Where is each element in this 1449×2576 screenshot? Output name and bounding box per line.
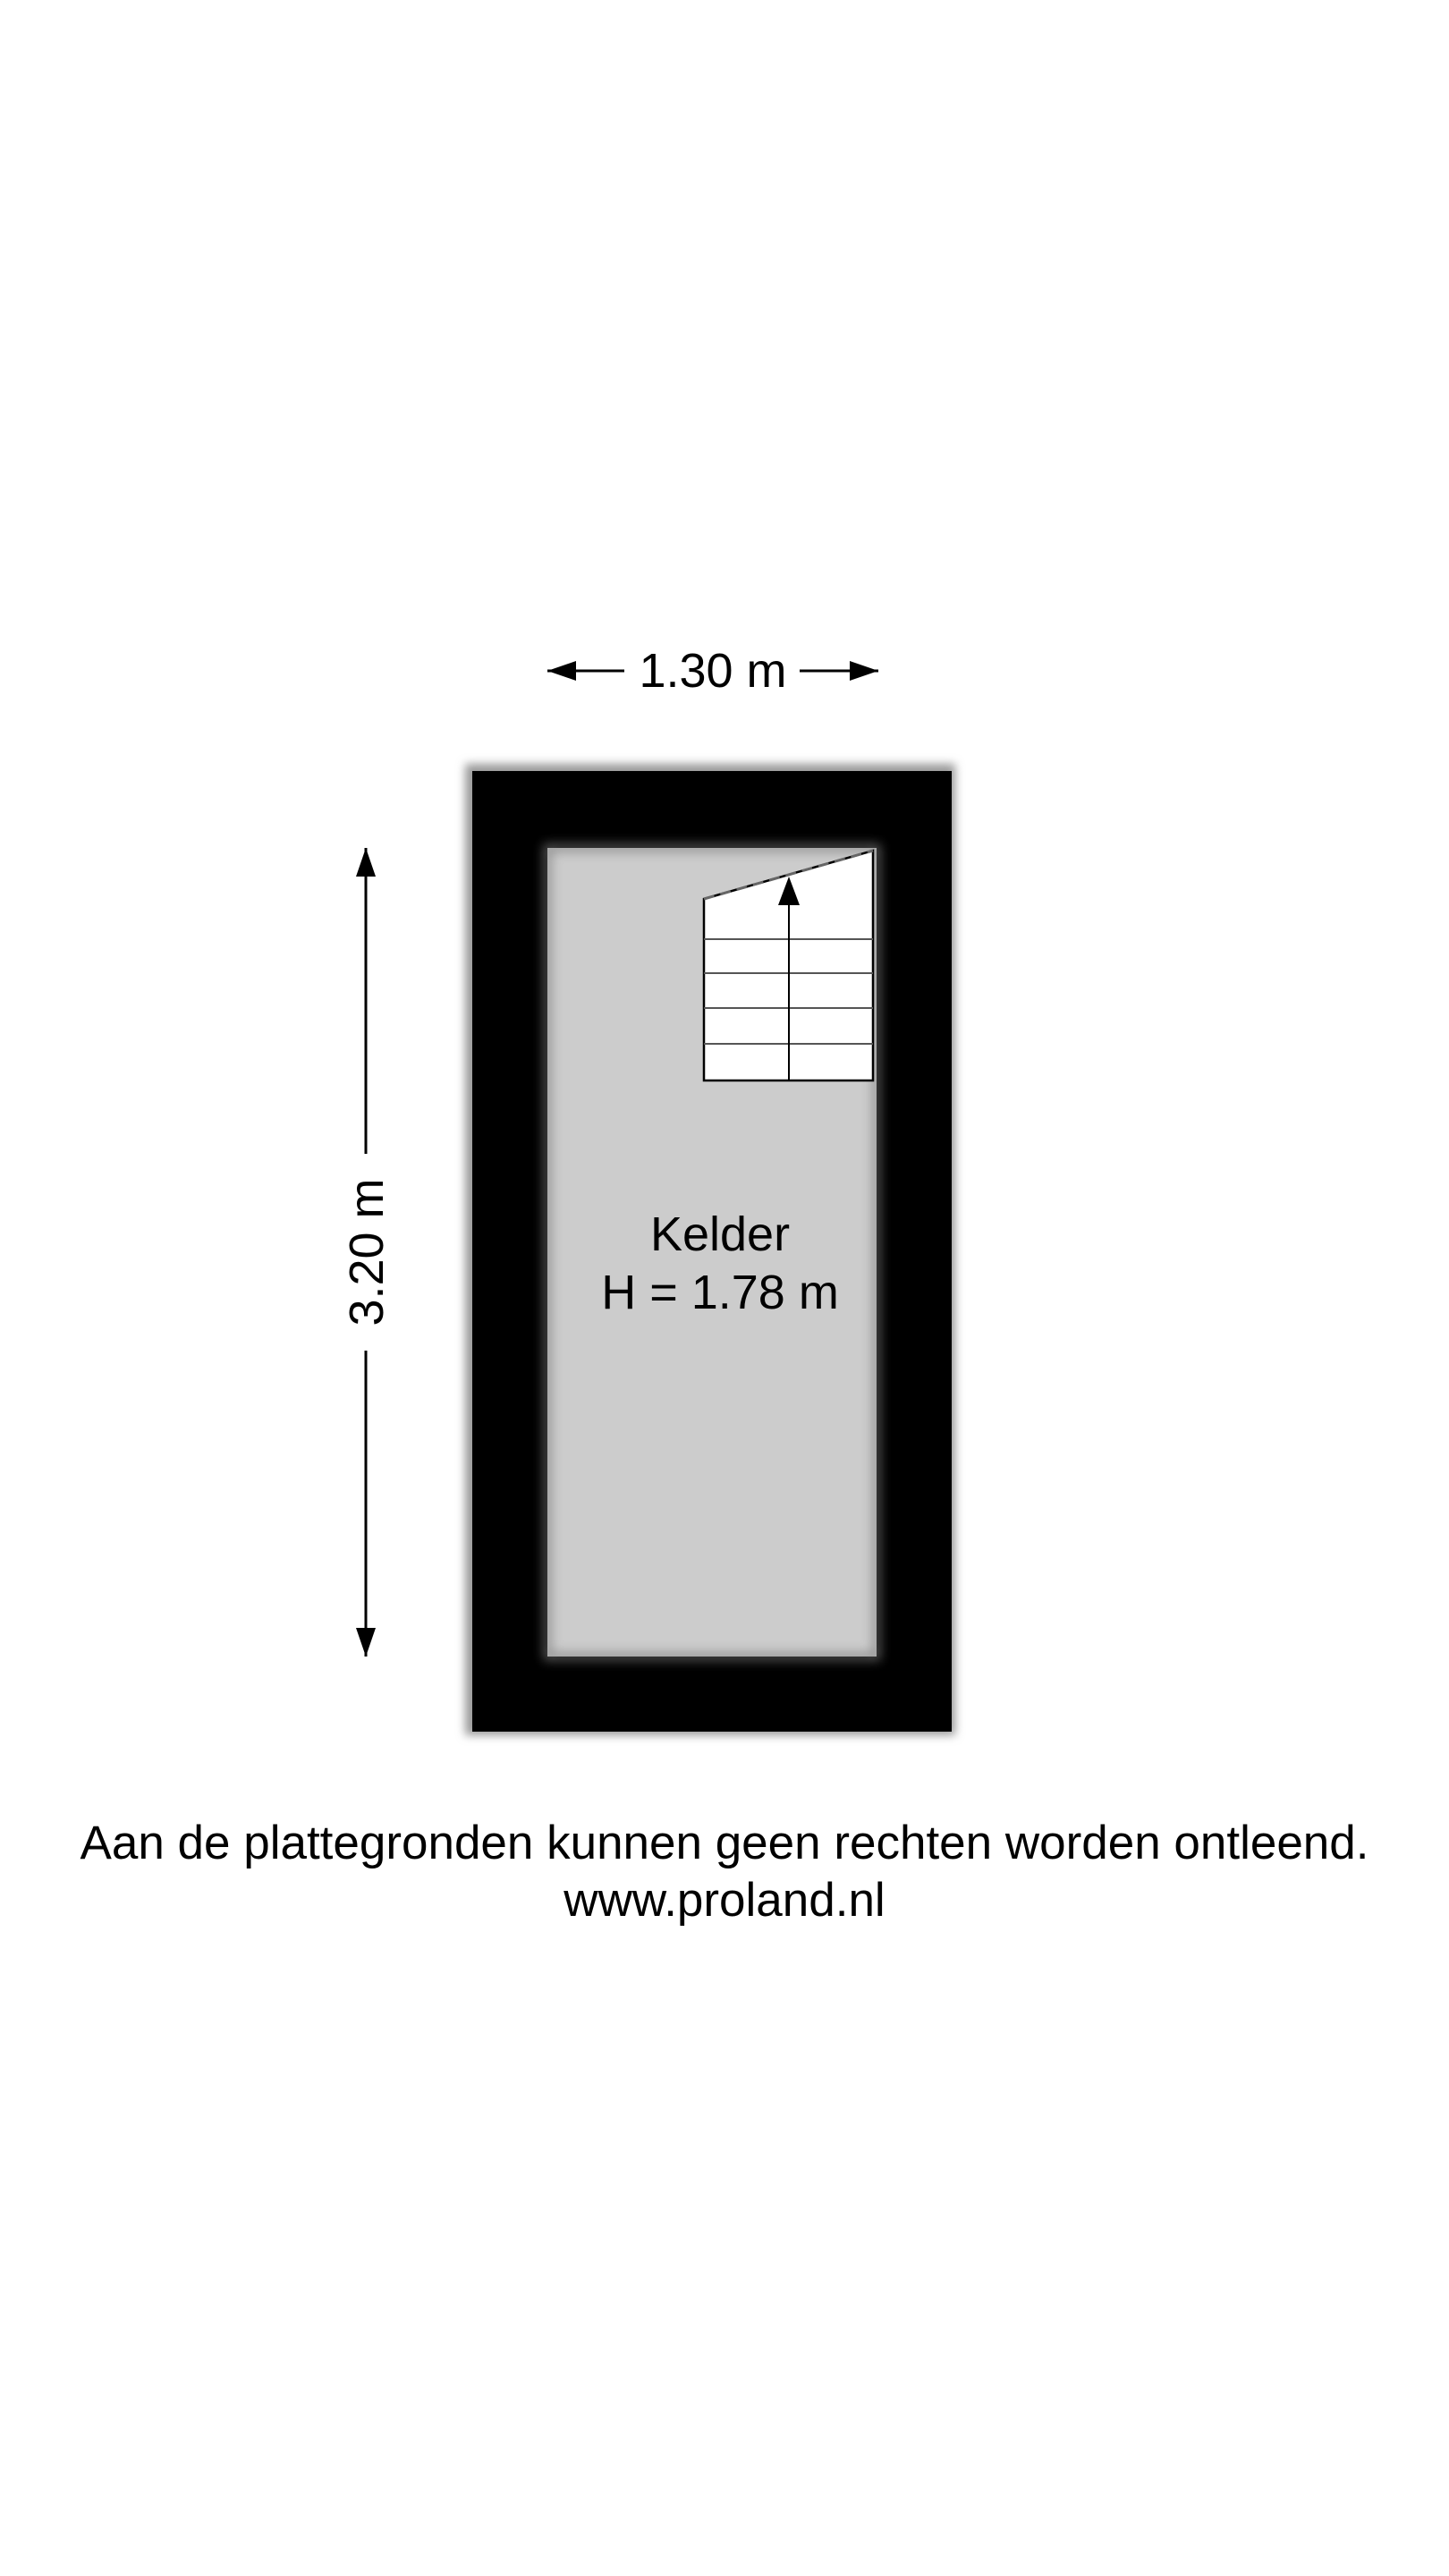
website-link[interactable]: www.proland.nl — [564, 1874, 886, 1927]
height-dimension-arrow-bottom — [356, 1628, 376, 1657]
width-dimension-arrow-right — [850, 661, 878, 681]
room-name: Kelder — [649, 1208, 791, 1261]
room-height: H = 1.78 m — [601, 1266, 839, 1319]
width-dimension-label: 1.30 m — [639, 644, 787, 698]
width-dimension-arrow-left — [547, 661, 576, 681]
height-dimension — [340, 848, 394, 1657]
width-dimension — [547, 644, 878, 698]
height-dimension-label: 3.20 m — [340, 1178, 394, 1326]
height-dimension-arrow-top — [356, 848, 376, 877]
disclaimer-text: Aan de plattegronden kunnen geen rechten worden ontleend. — [80, 1817, 1369, 1869]
